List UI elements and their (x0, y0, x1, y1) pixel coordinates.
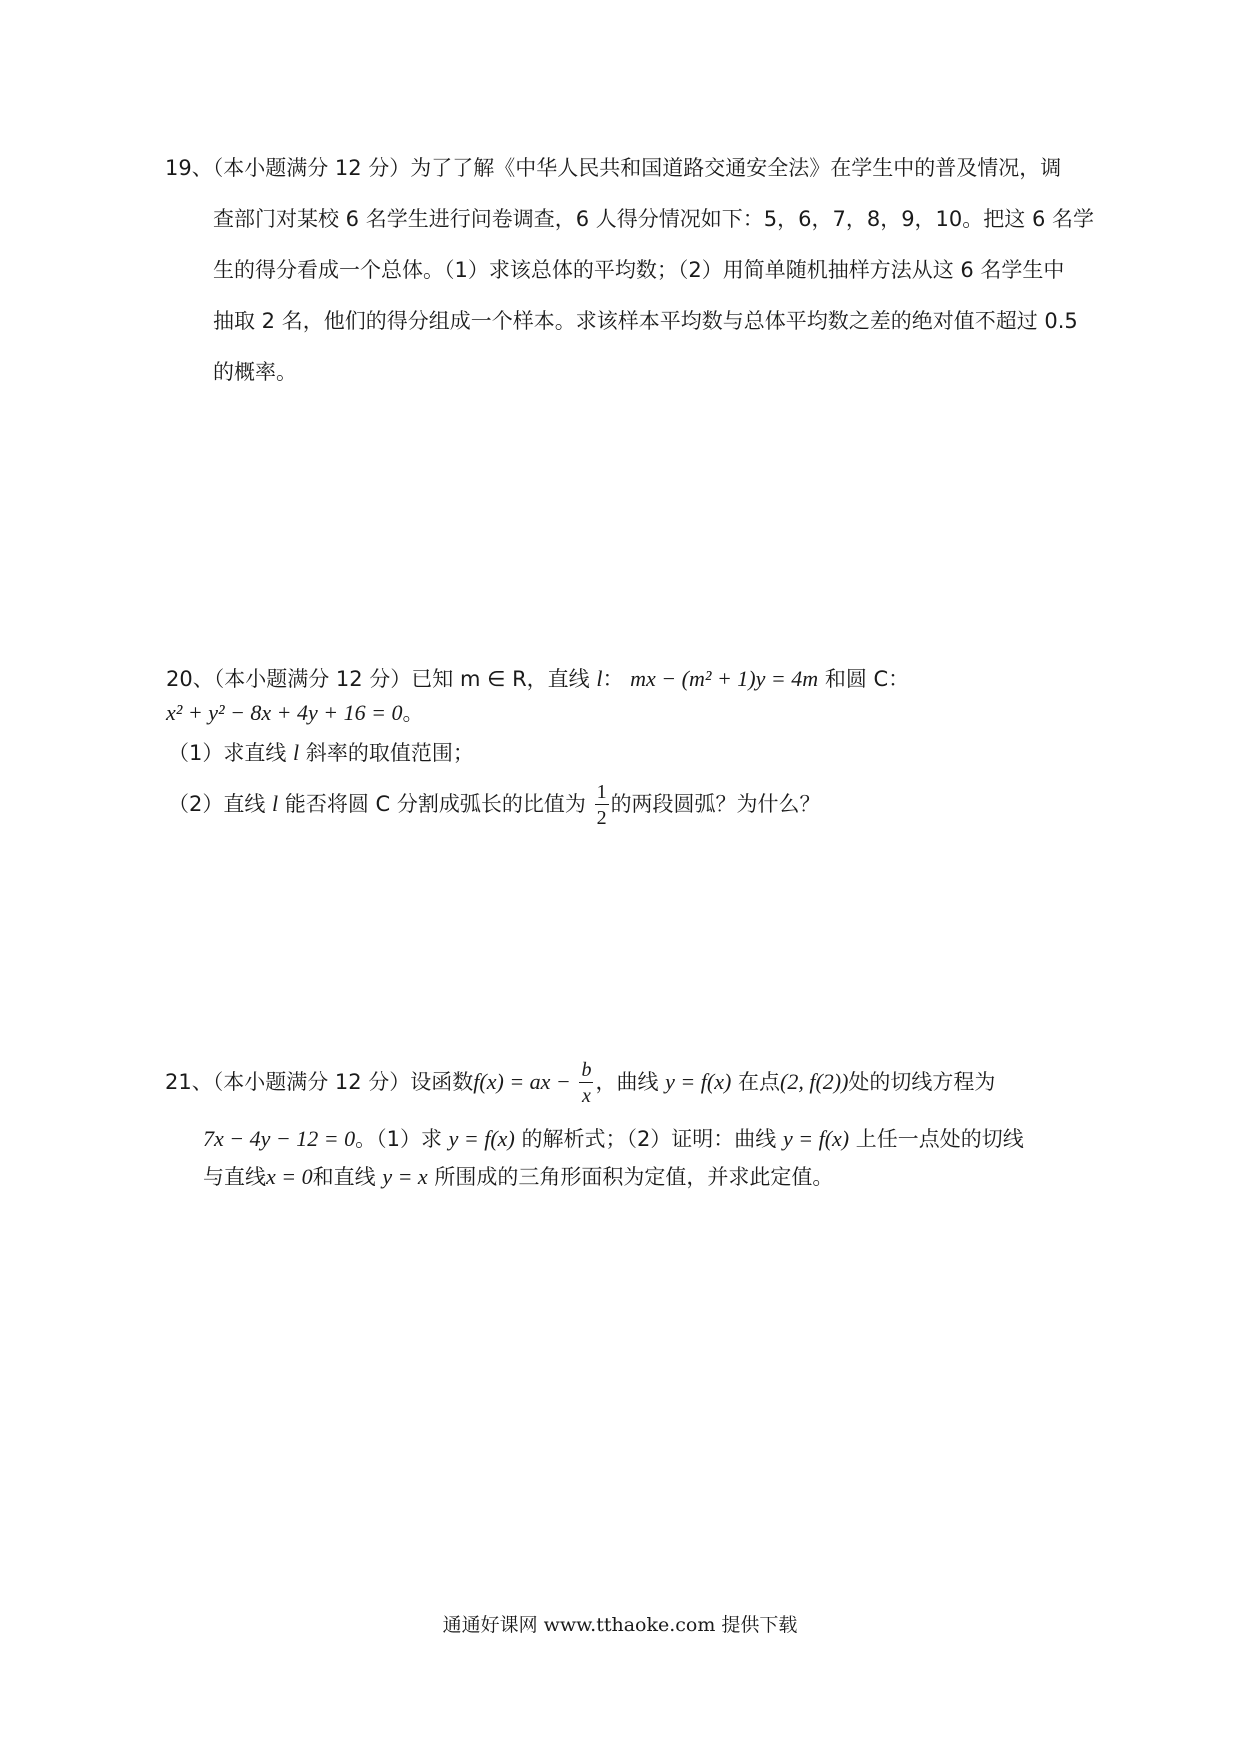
q20-part-1 (168, 734, 1086, 772)
q21-b: ，曲线 (595, 1070, 666, 1094)
q21-x-equals-0: x = 0 (266, 1164, 313, 1189)
q21-line-2 (165, 1120, 1105, 1158)
q20-fraction (595, 782, 609, 828)
q20-line-symbol: l (596, 666, 603, 691)
question-21 (165, 1060, 1105, 1196)
q20-part-2-a: （2）直线 (168, 792, 273, 816)
q20-end: 。 (402, 701, 424, 725)
q20-line-2 (166, 694, 1086, 732)
q20-fraction-numerator: 1 (596, 781, 607, 803)
q21-j: 所围成的三角形面积为定值，并求此定值。 (427, 1165, 834, 1189)
q21-g: 上任一点处的切线 (849, 1127, 1024, 1151)
q21-h: 与直线 (203, 1165, 266, 1189)
q20-part-2-symbol: l (272, 791, 279, 816)
q20-part-2-c: 的两段圆弧？为什么？ (610, 792, 821, 816)
q20-part-1-a: （1）求直线 (168, 741, 294, 765)
q21-curve-2: y = f(x) (448, 1126, 515, 1151)
q20-mid: 和圆 C： (818, 667, 910, 691)
q20-part-2-b: 能否将圆 C 分割成弧长的比值为 (278, 792, 586, 816)
q21-fraction-numerator: b (581, 1059, 592, 1081)
q20-colon: ： (602, 667, 624, 691)
q19-line-1: 19、（本小题满分 12 分）为了了解《中华人民共和国道路交通安全法》在学生中的普及情况，调 (165, 156, 1062, 180)
q21-a: 21、（本小题满分 12 分）设函数 (165, 1070, 474, 1094)
question-20 (166, 660, 1086, 828)
q21-i: 和直线 (312, 1165, 383, 1189)
q21-curve: y = f(x) (665, 1069, 732, 1094)
q20-part-1-b: 斜率的取值范围； (299, 741, 474, 765)
q21-curve-3: y = f(x) (782, 1126, 850, 1151)
q21-f: 的解析式；（2）证明：曲线 (514, 1127, 783, 1151)
q21-fraction (579, 1060, 593, 1106)
q21-line-1 (165, 1060, 1105, 1106)
q20-fraction-denominator: 2 (596, 807, 607, 829)
q21-c: 在点 (731, 1070, 780, 1094)
q21-tangent-equation: 7x − 4y − 12 = 0 (203, 1126, 356, 1151)
q20-circle-equation: x² + y² − 8x + 4y + 16 = 0 (166, 700, 403, 725)
q19-line-3: 生的得分看成一个总体。（1）求该总体的平均数；（2）用简单随机抽样方法从这 6 名学生中 (213, 258, 1065, 282)
page-footer: 通通好课网 www.tthaoke.com 提供下载 (442, 1614, 798, 1636)
q20-line-equation: mx − (m² + 1)y = 4m (630, 666, 819, 691)
q20-part-1-symbol: l (293, 740, 300, 765)
q20-part-2 (168, 782, 1086, 828)
q21-function-def: f(x) = ax − (473, 1069, 571, 1094)
q19-line-4: 抽取 2 名，他们的得分组成一个样本。求该样本平均数与总体平均数之差的绝对值不超过 0.5 (213, 309, 1078, 333)
question-19 (165, 150, 1094, 405)
q20-head: 20、（本小题满分 12 分）已知 m ∈ R，直线 (166, 667, 597, 691)
q20-line-1 (166, 660, 1086, 698)
q21-line-3 (165, 1158, 1105, 1196)
q21-fraction-denominator: x (582, 1085, 591, 1107)
q19-line-5: 的概率。 (213, 360, 297, 384)
q21-e: 。（1）求 (355, 1127, 449, 1151)
q19-line-2: 查部门对某校 6 名学生进行问卷调查，6 人得分情况如下：5，6，7，8，9，10。把这 6 名学 (213, 207, 1094, 231)
q21-d: 处的切线方程为 (848, 1070, 996, 1094)
q21-y-equals-x: y = x (382, 1164, 428, 1189)
q21-point: (2, f(2)) (780, 1069, 849, 1094)
